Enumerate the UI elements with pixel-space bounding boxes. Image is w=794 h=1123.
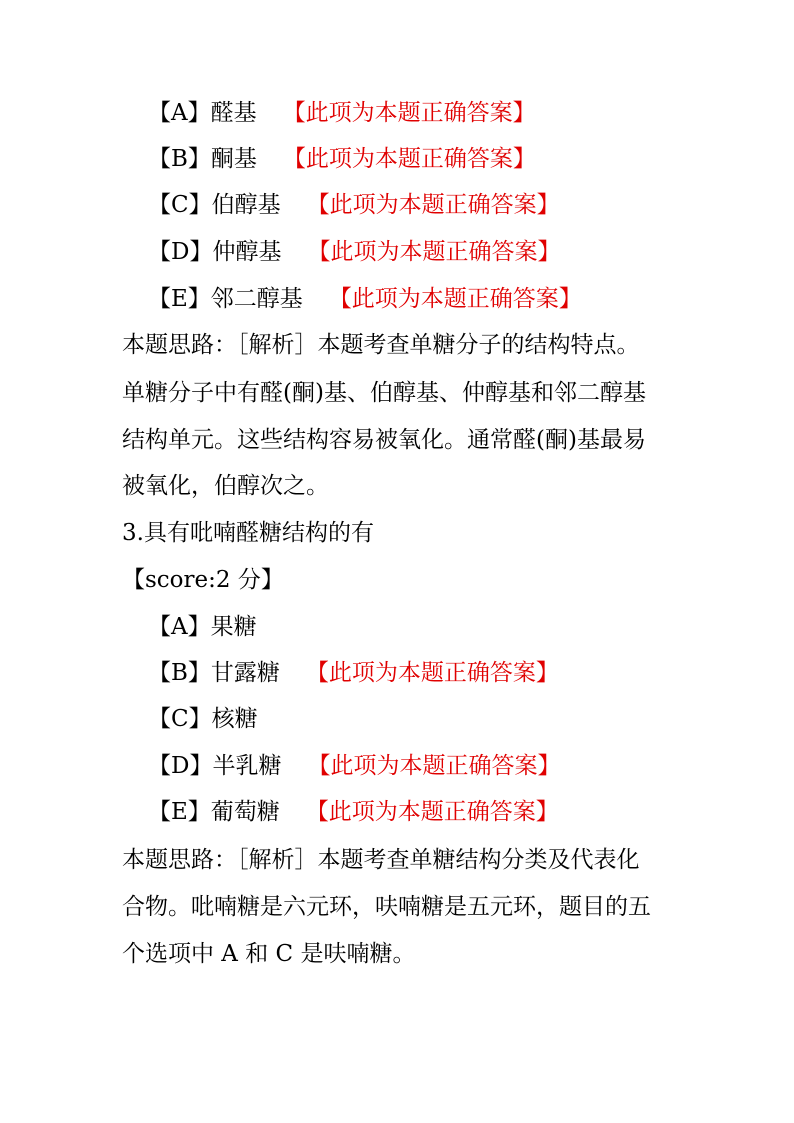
q3-option-c (148, 704, 258, 734)
correct-answer-marker: 【此项为本题正确答案】 (305, 799, 559, 825)
q2-explanation-line: 单糖分子中有醛(酮)基、伯醇基、仲醇基和邻二醇基 (122, 380, 646, 406)
correct-answer-marker: 【此项为本题正确答案】 (282, 146, 536, 172)
option-label: 【D】半乳糖 (148, 753, 282, 779)
q3-option-d (148, 751, 560, 781)
question-title: 3.具有吡喃醛糖结构的有 (122, 520, 374, 546)
option-label: 【A】果糖 (148, 614, 257, 640)
option-label: 【C】伯醇基 (148, 192, 281, 218)
q2-option-a (148, 98, 536, 128)
correct-answer-marker: 【此项为本题正确答案】 (306, 192, 560, 218)
correct-answer-marker: 【此项为本题正确答案】 (328, 286, 582, 312)
option-label: 【A】醛基 (148, 100, 257, 126)
question-score: 【score:2 分】 (122, 567, 284, 593)
q3-option-e (148, 797, 559, 827)
option-label: 【E】邻二醇基 (148, 286, 303, 312)
option-label: 【B】甘露糖 (148, 660, 280, 686)
correct-answer-marker: 【此项为本题正确答案】 (305, 660, 559, 686)
option-label: 【B】酮基 (148, 146, 257, 172)
correct-answer-marker: 【此项为本题正确答案】 (307, 239, 561, 265)
q2-option-e (148, 284, 582, 314)
correct-answer-marker: 【此项为本题正确答案】 (307, 753, 561, 779)
q2-option-c (148, 190, 560, 220)
q2-explanation-line: 被氧化，伯醇次之。 (122, 473, 329, 499)
option-label: 【D】仲醇基 (148, 239, 282, 265)
q3-option-a (148, 612, 257, 642)
q3-explanation-line: 合物。吡喃糖是六元环，呋喃糖是五元环，题目的五 (122, 894, 651, 920)
q3-explanation-line: 个选项中 A 和 C 是呋喃糖。 (122, 941, 416, 967)
q2-explanation-line: 本题思路：［解析］本题考查单糖分子的结构特点。 (122, 332, 640, 358)
q3-explanation-line: 本题思路：［解析］本题考查单糖结构分类及代表化 (122, 847, 640, 873)
q2-explanation-line: 结构单元。这些结构容易被氧化。通常醛(酮)基最易 (122, 427, 646, 453)
option-label: 【C】核糖 (148, 706, 258, 732)
q3-option-b (148, 658, 559, 688)
option-label: 【E】葡萄糖 (148, 799, 280, 825)
q2-option-d (148, 237, 560, 267)
q2-option-b (148, 144, 536, 174)
correct-answer-marker: 【此项为本题正确答案】 (282, 100, 536, 126)
